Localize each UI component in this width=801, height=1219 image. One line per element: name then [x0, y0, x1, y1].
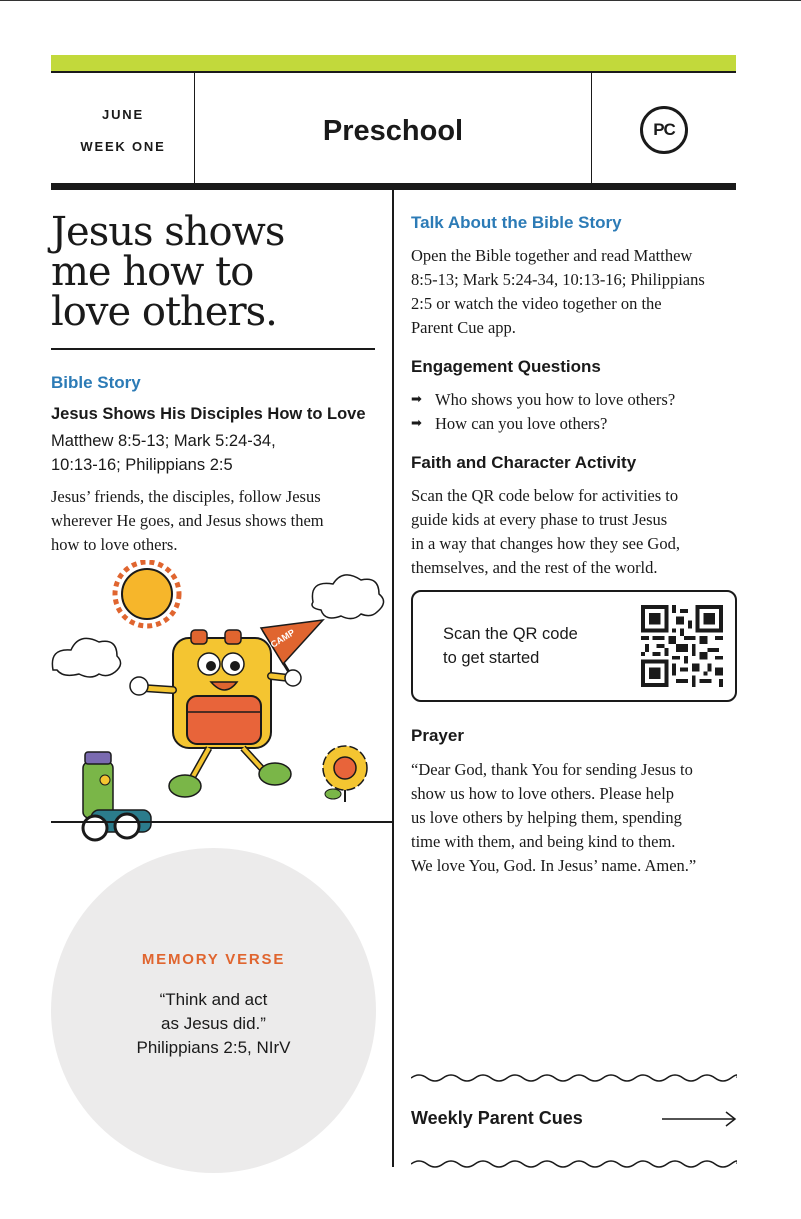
headline [51, 209, 381, 335]
question-text: Who shows you how to love others? [435, 390, 676, 409]
faith-heading: Faith and Character Activity [411, 453, 637, 472]
body-line: “Dear God, thank You for sending Jesus to [411, 760, 693, 779]
body-line: We love You, God. In Jesus’ name. Amen.” [411, 856, 697, 875]
date-cell [51, 73, 195, 184]
sun-icon [115, 562, 179, 626]
qr-line: to get started [443, 649, 540, 667]
prayer-body [411, 758, 696, 878]
top-border [0, 0, 801, 1]
talk-body [411, 244, 705, 340]
reference-line: 10:13-16; Philippians 2:5 [51, 456, 233, 474]
headline-line: me how to [51, 249, 254, 295]
body-line: Open the Bible together and read Matthew [411, 246, 693, 265]
reference-line: Matthew 8:5-13; Mark 5:24-34, [51, 432, 276, 450]
page-title: Preschool [322, 115, 464, 147]
camp-backpack-illustration [51, 560, 391, 845]
month-label: JUNE [102, 107, 144, 122]
wave-divider [411, 1158, 737, 1170]
arrow-right-icon[interactable] [662, 1110, 738, 1128]
verse-line: as Jesus did.” [161, 1014, 266, 1033]
body-line: Jesus’ friends, the disciples, follow Jesus [51, 487, 321, 506]
cloud-icon [312, 575, 384, 619]
backpack-character-icon [130, 630, 301, 797]
body-line: how to love others. [51, 535, 178, 554]
headline-divider [51, 348, 375, 350]
memory-verse-circle [51, 848, 376, 1173]
column-divider [392, 190, 394, 1167]
list-item [411, 388, 675, 412]
engagement-heading: Engagement Questions [411, 357, 601, 376]
body-line: 8:5-13; Mark 5:24-34, 10:13-16; Philippians [411, 270, 705, 289]
flower-icon [323, 746, 367, 802]
list-item [411, 412, 675, 436]
verse-line: “Think and act [159, 990, 268, 1009]
qr-line: Scan the QR code [443, 625, 578, 643]
memory-verse-label: MEMORY VERSE [141, 951, 286, 968]
body-line: Scan the QR code below for activities to [411, 486, 679, 505]
arrow-bullet-icon: ➡ [411, 392, 422, 407]
memory-verse-text [51, 988, 376, 1060]
bible-story-title: Jesus Shows His Disciples How to Love [51, 405, 366, 423]
wave-divider [411, 1072, 737, 1084]
logo-cell [591, 73, 736, 184]
question-text: How can you love others? [435, 414, 608, 433]
arrow-bullet-icon: ➡ [411, 416, 422, 431]
qr-card[interactable] [411, 590, 737, 702]
bible-story-heading: Bible Story [51, 373, 141, 392]
binoculars-icon [83, 810, 151, 840]
body-line: Parent Cue app. [411, 318, 516, 337]
header [51, 71, 736, 184]
qr-text [443, 622, 613, 670]
water-bottle-icon [83, 752, 113, 818]
header-divider [51, 183, 736, 190]
parent-cue-logo-icon: PC [640, 106, 688, 154]
headline-line: Jesus shows [51, 209, 285, 255]
accent-bar [51, 55, 736, 71]
bible-story-reference [51, 429, 276, 477]
headline-line: love others. [51, 289, 277, 335]
body-line: us love others by helping them, spending [411, 808, 682, 827]
body-line: wherever He goes, and Jesus shows them [51, 511, 324, 530]
body-line: 2:5 or watch the video together on the [411, 294, 662, 313]
bible-story-body [51, 485, 324, 557]
body-line: show us how to love others. Please help [411, 784, 675, 803]
engagement-list [411, 388, 675, 436]
qr-code-icon[interactable] [641, 605, 723, 687]
faith-body [411, 484, 680, 580]
week-label: WEEK ONE [80, 139, 166, 154]
prayer-heading: Prayer [411, 726, 464, 745]
verse-reference: Philippians 2:5, NIrV [136, 1038, 291, 1057]
talk-heading: Talk About the Bible Story [411, 213, 622, 232]
cloud-icon [52, 638, 120, 677]
body-line: time with them, and being kind to them. [411, 832, 676, 851]
body-line: in a way that changes how they see God, [411, 534, 680, 553]
flag-text: CAMP [268, 627, 297, 650]
weekly-parent-cues-link[interactable]: Weekly Parent Cues [411, 1108, 583, 1128]
body-line: themselves, and the rest of the world. [411, 558, 658, 577]
body-line: guide kids at every phase to trust Jesus [411, 510, 668, 529]
illustration-divider [51, 821, 392, 823]
